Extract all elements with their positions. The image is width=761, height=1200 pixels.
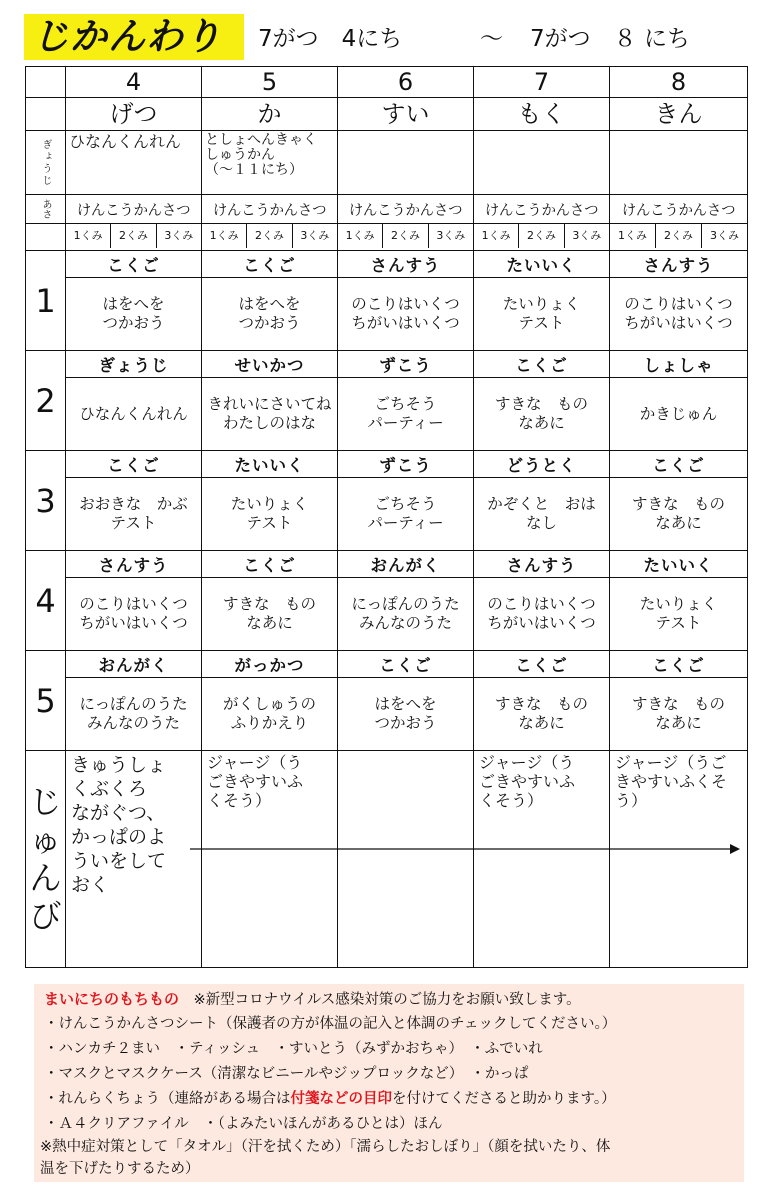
morning-health-mon: けんこうかんさつ — [66, 195, 202, 224]
subject: たいいく — [202, 451, 338, 478]
subject: せいかつ — [202, 351, 338, 378]
period-number: 5 — [26, 651, 66, 751]
timetable — [25, 66, 748, 968]
preparation-fri: ジャージ（うご きやすいふくそ う） — [610, 751, 748, 968]
subject: こくご — [202, 251, 338, 278]
date-thu: 7 — [474, 67, 610, 98]
subject: どうとく — [474, 451, 610, 478]
lesson-content: ごちそう パーティー — [338, 378, 474, 451]
lesson-content: すきな もの なあに — [202, 578, 338, 651]
class-groups-fri: 1くみ 2くみ 3くみ — [610, 224, 747, 248]
class-groups-thu: 1くみ 2くみ 3くみ — [474, 224, 609, 248]
morning-label: あさ — [40, 199, 51, 219]
morning-health-fri: けんこうかんさつ — [610, 195, 748, 224]
lesson-content: のこりはいくつ ちがいはいくつ — [66, 578, 202, 651]
lesson-content: にっぽんのうた みんなのうた — [338, 578, 474, 651]
subject: さんすう — [66, 551, 202, 578]
subject: たいいく — [610, 551, 748, 578]
event-wed — [338, 131, 474, 195]
subject: おんがく — [66, 651, 202, 678]
lesson-content: たいりょく テスト — [474, 278, 610, 351]
lesson-content: のこりはいくつ ちがいはいくつ — [338, 278, 474, 351]
subject: ずこう — [338, 451, 474, 478]
subject: こくご — [338, 651, 474, 678]
lesson-content: のこりはいくつ ちがいはいくつ — [610, 278, 748, 351]
subject: ずこう — [338, 351, 474, 378]
date-tue: 5 — [202, 67, 338, 98]
notes-line: ※熱中症対策として「タオル」（汗を拭くため）「濡らしたおしぼり」（顔を拭いたり、体 — [40, 1139, 611, 1155]
preparation-mon: きゅうしょ くぶくろ ながぐつ、 かっぱのよ ういをして おく — [66, 751, 202, 968]
lesson-content: すきな もの なあに — [474, 378, 610, 451]
event-tue: としょへんきゃく しゅうかん （～１１にち） — [202, 131, 338, 195]
subject: こくご — [610, 451, 748, 478]
notes-line: ・れんらくちょう（連絡がある場合は付箋などの目印を付けてくださると助かります。） — [44, 1091, 616, 1107]
preparation-thu: ジャージ（う ごきやすいふ くそう） — [474, 751, 610, 968]
morning-health-wed: けんこうかんさつ — [338, 195, 474, 224]
notes-header-line — [44, 990, 581, 1009]
lesson-content: はをへを つかおう — [66, 278, 202, 351]
lesson-content: はをへを つかおう — [202, 278, 338, 351]
continuation-arrow — [190, 843, 740, 855]
subject: こくご — [474, 351, 610, 378]
lesson-content: ひなんくんれん — [66, 378, 202, 451]
subject: さんすう — [474, 551, 610, 578]
corner-cell — [26, 98, 66, 131]
class-row-label — [26, 224, 66, 251]
corona-note: ※新型コロナウイルス感染対策のご協力をお願い致します。 — [193, 992, 581, 1008]
subject: こくご — [66, 451, 202, 478]
lesson-content: がくしゅうの ふりかえり — [202, 678, 338, 751]
lesson-content: たいりょく テスト — [610, 578, 748, 651]
subject: おんがく — [338, 551, 474, 578]
event-mon: ひなんくんれん — [66, 131, 202, 195]
lesson-content: すきな もの なあに — [610, 678, 748, 751]
date-range-start: 7がつ 4にち — [258, 26, 403, 52]
date-range-tilde: ～ — [480, 26, 503, 52]
period-number: 3 — [26, 451, 66, 551]
subject: こくご — [474, 651, 610, 678]
period-number: 2 — [26, 351, 66, 451]
subject: たいいく — [474, 251, 610, 278]
notes-line: ・Ａ４クリアファイル ・（よみたいほんがあるひとは）ほん — [44, 1116, 443, 1132]
morning-health-thu: けんこうかんさつ — [474, 195, 610, 224]
lesson-content: たいりょく テスト — [202, 478, 338, 551]
weekday-tue: か — [202, 98, 338, 131]
weekday-thu: もく — [474, 98, 610, 131]
weekday-mon: げつ — [66, 98, 202, 131]
lesson-content: ごちそう パーティー — [338, 478, 474, 551]
subject: さんすう — [610, 251, 748, 278]
corner-cell — [26, 67, 66, 98]
subject: ぎょうじ — [66, 351, 202, 378]
subject: こくご — [610, 651, 748, 678]
class-groups-wed: 1くみ 2くみ 3くみ — [338, 224, 473, 248]
subject: こくご — [202, 551, 338, 578]
subject: さんすう — [338, 251, 474, 278]
lesson-content: おおきな かぶ テスト — [66, 478, 202, 551]
notes-line: ・マスクとマスクケース（清潔なビニールやジップロックなど） ・かっぱ — [44, 1066, 529, 1082]
lesson-content: すきな もの なあに — [610, 478, 748, 551]
notes-heading: まいにちのもちもの — [44, 990, 180, 1008]
class-groups-tue: 1くみ 2くみ 3くみ — [202, 224, 337, 248]
preparation-tue: ジャージ（う ごきやすいふ くそう） — [202, 751, 338, 968]
notes-line: 温を下げたりするため） — [40, 1161, 200, 1177]
page-title: じかんわり — [32, 15, 222, 58]
lesson-content: のこりはいくつ ちがいはいくつ — [474, 578, 610, 651]
weekday-wed: すい — [338, 98, 474, 131]
lesson-content: かきじゅん — [610, 378, 748, 451]
event-thu — [474, 131, 610, 195]
lesson-content: すきな もの なあに — [474, 678, 610, 751]
lesson-content: にっぽんのうた みんなのうた — [66, 678, 202, 751]
lesson-content: かぞくと おは なし — [474, 478, 610, 551]
daily-items-note — [34, 984, 744, 1182]
subject: こくご — [66, 251, 202, 278]
subject: がっかつ — [202, 651, 338, 678]
event-fri — [610, 131, 748, 195]
period-number: 4 — [26, 551, 66, 651]
class-groups-mon: 1くみ 2くみ 3くみ — [66, 224, 201, 248]
sticky-note-emphasis: 付箋などの目印 — [290, 1091, 392, 1107]
preparation-label: じゅんび — [29, 783, 62, 935]
date-wed: 6 — [338, 67, 474, 98]
notes-line: ・けんこうかんさつシート（保護者の方が体温の記入と体調のチェックしてください。） — [44, 1016, 617, 1032]
events-label: ぎょうじ — [40, 138, 51, 187]
preparation-wed — [338, 751, 474, 968]
lesson-content: はをへを つかおう — [338, 678, 474, 751]
lesson-content: きれいにさいてね わたしのはな — [202, 378, 338, 451]
period-number: 1 — [26, 251, 66, 351]
date-fri: 8 — [610, 67, 748, 98]
weekday-fri: きん — [610, 98, 748, 131]
date-mon: 4 — [66, 67, 202, 98]
date-range-end: 7がつ ８ にち — [530, 26, 690, 52]
morning-health-tue: けんこうかんさつ — [202, 195, 338, 224]
subject: しょしゃ — [610, 351, 748, 378]
notes-line: ・ハンカチ２まい ・ティッシュ ・すいとう（みずかおちゃ） ・ふでいれ — [44, 1041, 543, 1057]
